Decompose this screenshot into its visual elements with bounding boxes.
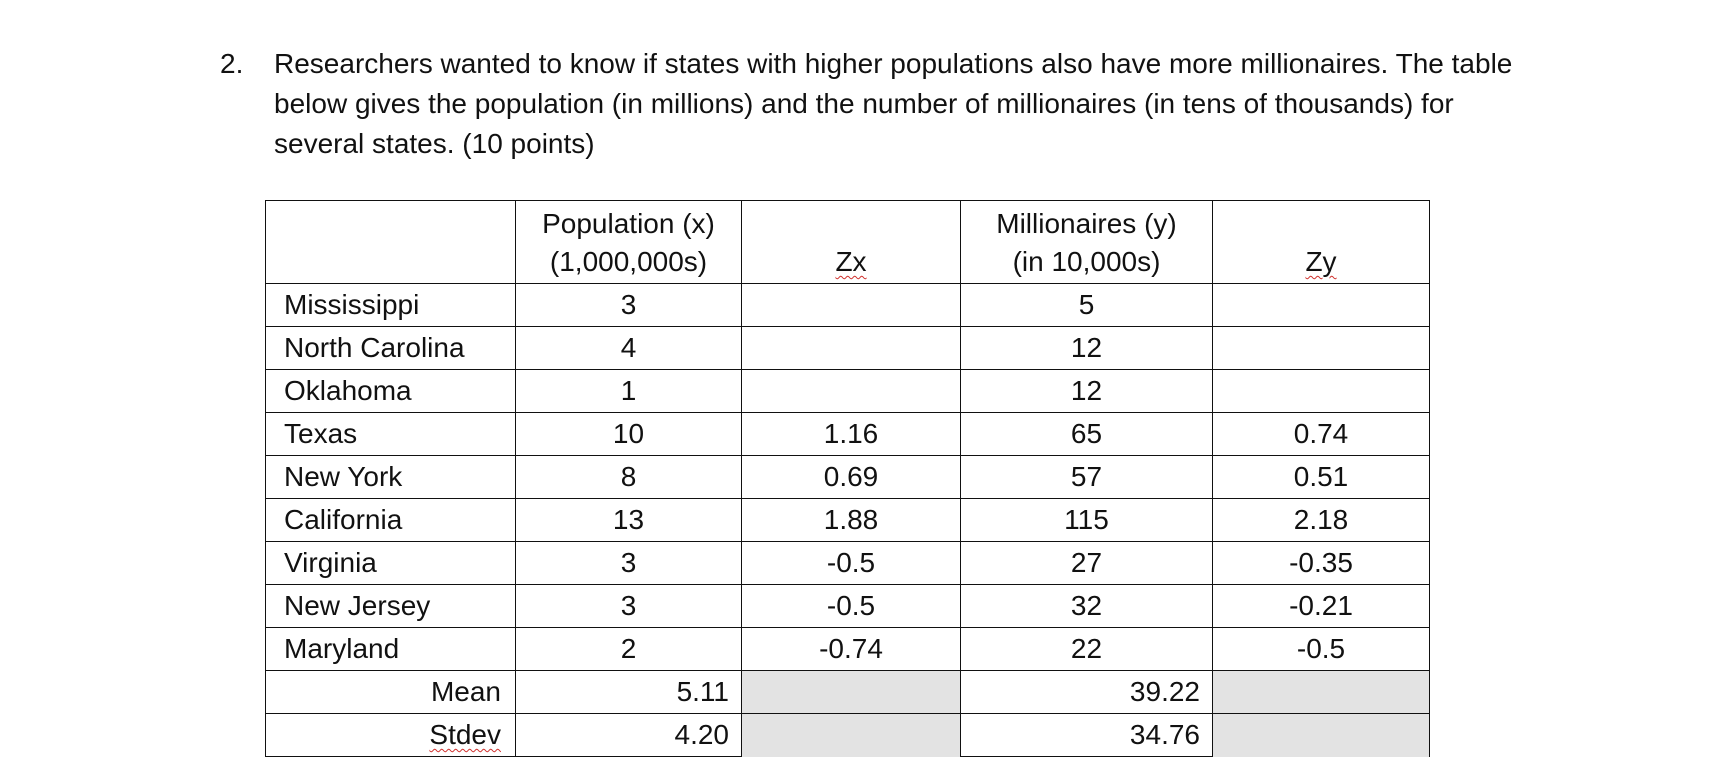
zy-cell: -0.21	[1213, 585, 1430, 628]
state-cell: Mississippi	[266, 284, 516, 327]
table-row	[266, 413, 1430, 456]
table-row	[266, 542, 1430, 585]
population-cell: 3	[516, 542, 742, 585]
zy-cell: 0.74	[1213, 413, 1430, 456]
state-cell: New York	[266, 456, 516, 499]
stdev-label	[266, 714, 516, 757]
stdev-millionaires: 34.76	[961, 714, 1213, 757]
header-state	[266, 201, 516, 284]
stdev-population: 4.20	[516, 714, 742, 757]
zx-cell: -0.5	[742, 542, 961, 585]
mean-zy-shaded	[1213, 671, 1430, 714]
zy-cell: -0.5	[1213, 628, 1430, 671]
stdev-zy-shaded	[1213, 714, 1430, 757]
zx-cell	[742, 284, 961, 327]
data-table	[265, 200, 1430, 757]
zy-cell: 0.51	[1213, 456, 1430, 499]
header-millionaires	[961, 201, 1213, 284]
zy-cell	[1213, 370, 1430, 413]
header-population-line2: (1,000,000s)	[549, 246, 708, 277]
population-cell: 10	[516, 413, 742, 456]
mean-population: 5.11	[516, 671, 742, 714]
table-row	[266, 370, 1430, 413]
zx-cell: 0.69	[742, 456, 961, 499]
millionaires-cell: 12	[961, 370, 1213, 413]
millionaires-cell: 27	[961, 542, 1213, 585]
state-cell: New Jersey	[266, 585, 516, 628]
table-row	[266, 456, 1430, 499]
millionaires-cell: 5	[961, 284, 1213, 327]
population-cell: 3	[516, 585, 742, 628]
header-millionaires-line1: Millionaires (y)	[996, 208, 1177, 239]
table-row	[266, 499, 1430, 542]
table-row	[266, 628, 1430, 671]
header-zx	[742, 201, 961, 284]
table-row	[266, 585, 1430, 628]
table-header-row	[266, 201, 1430, 284]
population-cell: 1	[516, 370, 742, 413]
question-text: Researchers wanted to know if states with higher populations also have more millionaires. The table below gives the population (in millions) and the number of millionaires (in tens of thousands) for several states. (10 points)	[274, 48, 1513, 159]
header-millionaires-line2: (in 10,000s)	[1012, 246, 1161, 277]
state-cell: Maryland	[266, 628, 516, 671]
mean-label: Mean	[266, 671, 516, 714]
state-cell: North Carolina	[266, 327, 516, 370]
zx-cell	[742, 327, 961, 370]
population-cell: 13	[516, 499, 742, 542]
zx-cell: -0.5	[742, 585, 961, 628]
population-cell: 8	[516, 456, 742, 499]
millionaires-cell: 32	[961, 585, 1213, 628]
question-number: 2.	[220, 48, 244, 79]
state-cell: California	[266, 499, 516, 542]
population-cell: 2	[516, 628, 742, 671]
header-population	[516, 201, 742, 284]
zx-cell: 1.16	[742, 413, 961, 456]
header-zx-label: Zx	[835, 246, 867, 277]
millionaires-cell: 115	[961, 499, 1213, 542]
table-row	[266, 284, 1430, 327]
state-cell: Oklahoma	[266, 370, 516, 413]
population-cell: 3	[516, 284, 742, 327]
population-cell: 4	[516, 327, 742, 370]
mean-zx-shaded	[742, 671, 961, 714]
table-row	[266, 327, 1430, 370]
zx-cell: -0.74	[742, 628, 961, 671]
zy-cell	[1213, 284, 1430, 327]
zy-cell: 2.18	[1213, 499, 1430, 542]
zx-cell	[742, 370, 961, 413]
zx-cell: 1.88	[742, 499, 961, 542]
zy-cell: -0.35	[1213, 542, 1430, 585]
header-zy-label: Zy	[1305, 246, 1337, 277]
mean-row	[266, 671, 1430, 714]
stdev-label-text: Stdev	[429, 719, 501, 750]
header-zy	[1213, 201, 1430, 284]
state-cell: Virginia	[266, 542, 516, 585]
stdev-zx-shaded	[742, 714, 961, 757]
header-population-line1: Population (x)	[542, 208, 715, 239]
state-cell: Texas	[266, 413, 516, 456]
millionaires-cell: 57	[961, 456, 1213, 499]
millionaires-cell: 65	[961, 413, 1213, 456]
millionaires-cell: 12	[961, 327, 1213, 370]
zy-cell	[1213, 327, 1430, 370]
millionaires-cell: 22	[961, 628, 1213, 671]
stdev-row	[266, 714, 1430, 757]
mean-millionaires: 39.22	[961, 671, 1213, 714]
question-block	[220, 44, 1550, 164]
